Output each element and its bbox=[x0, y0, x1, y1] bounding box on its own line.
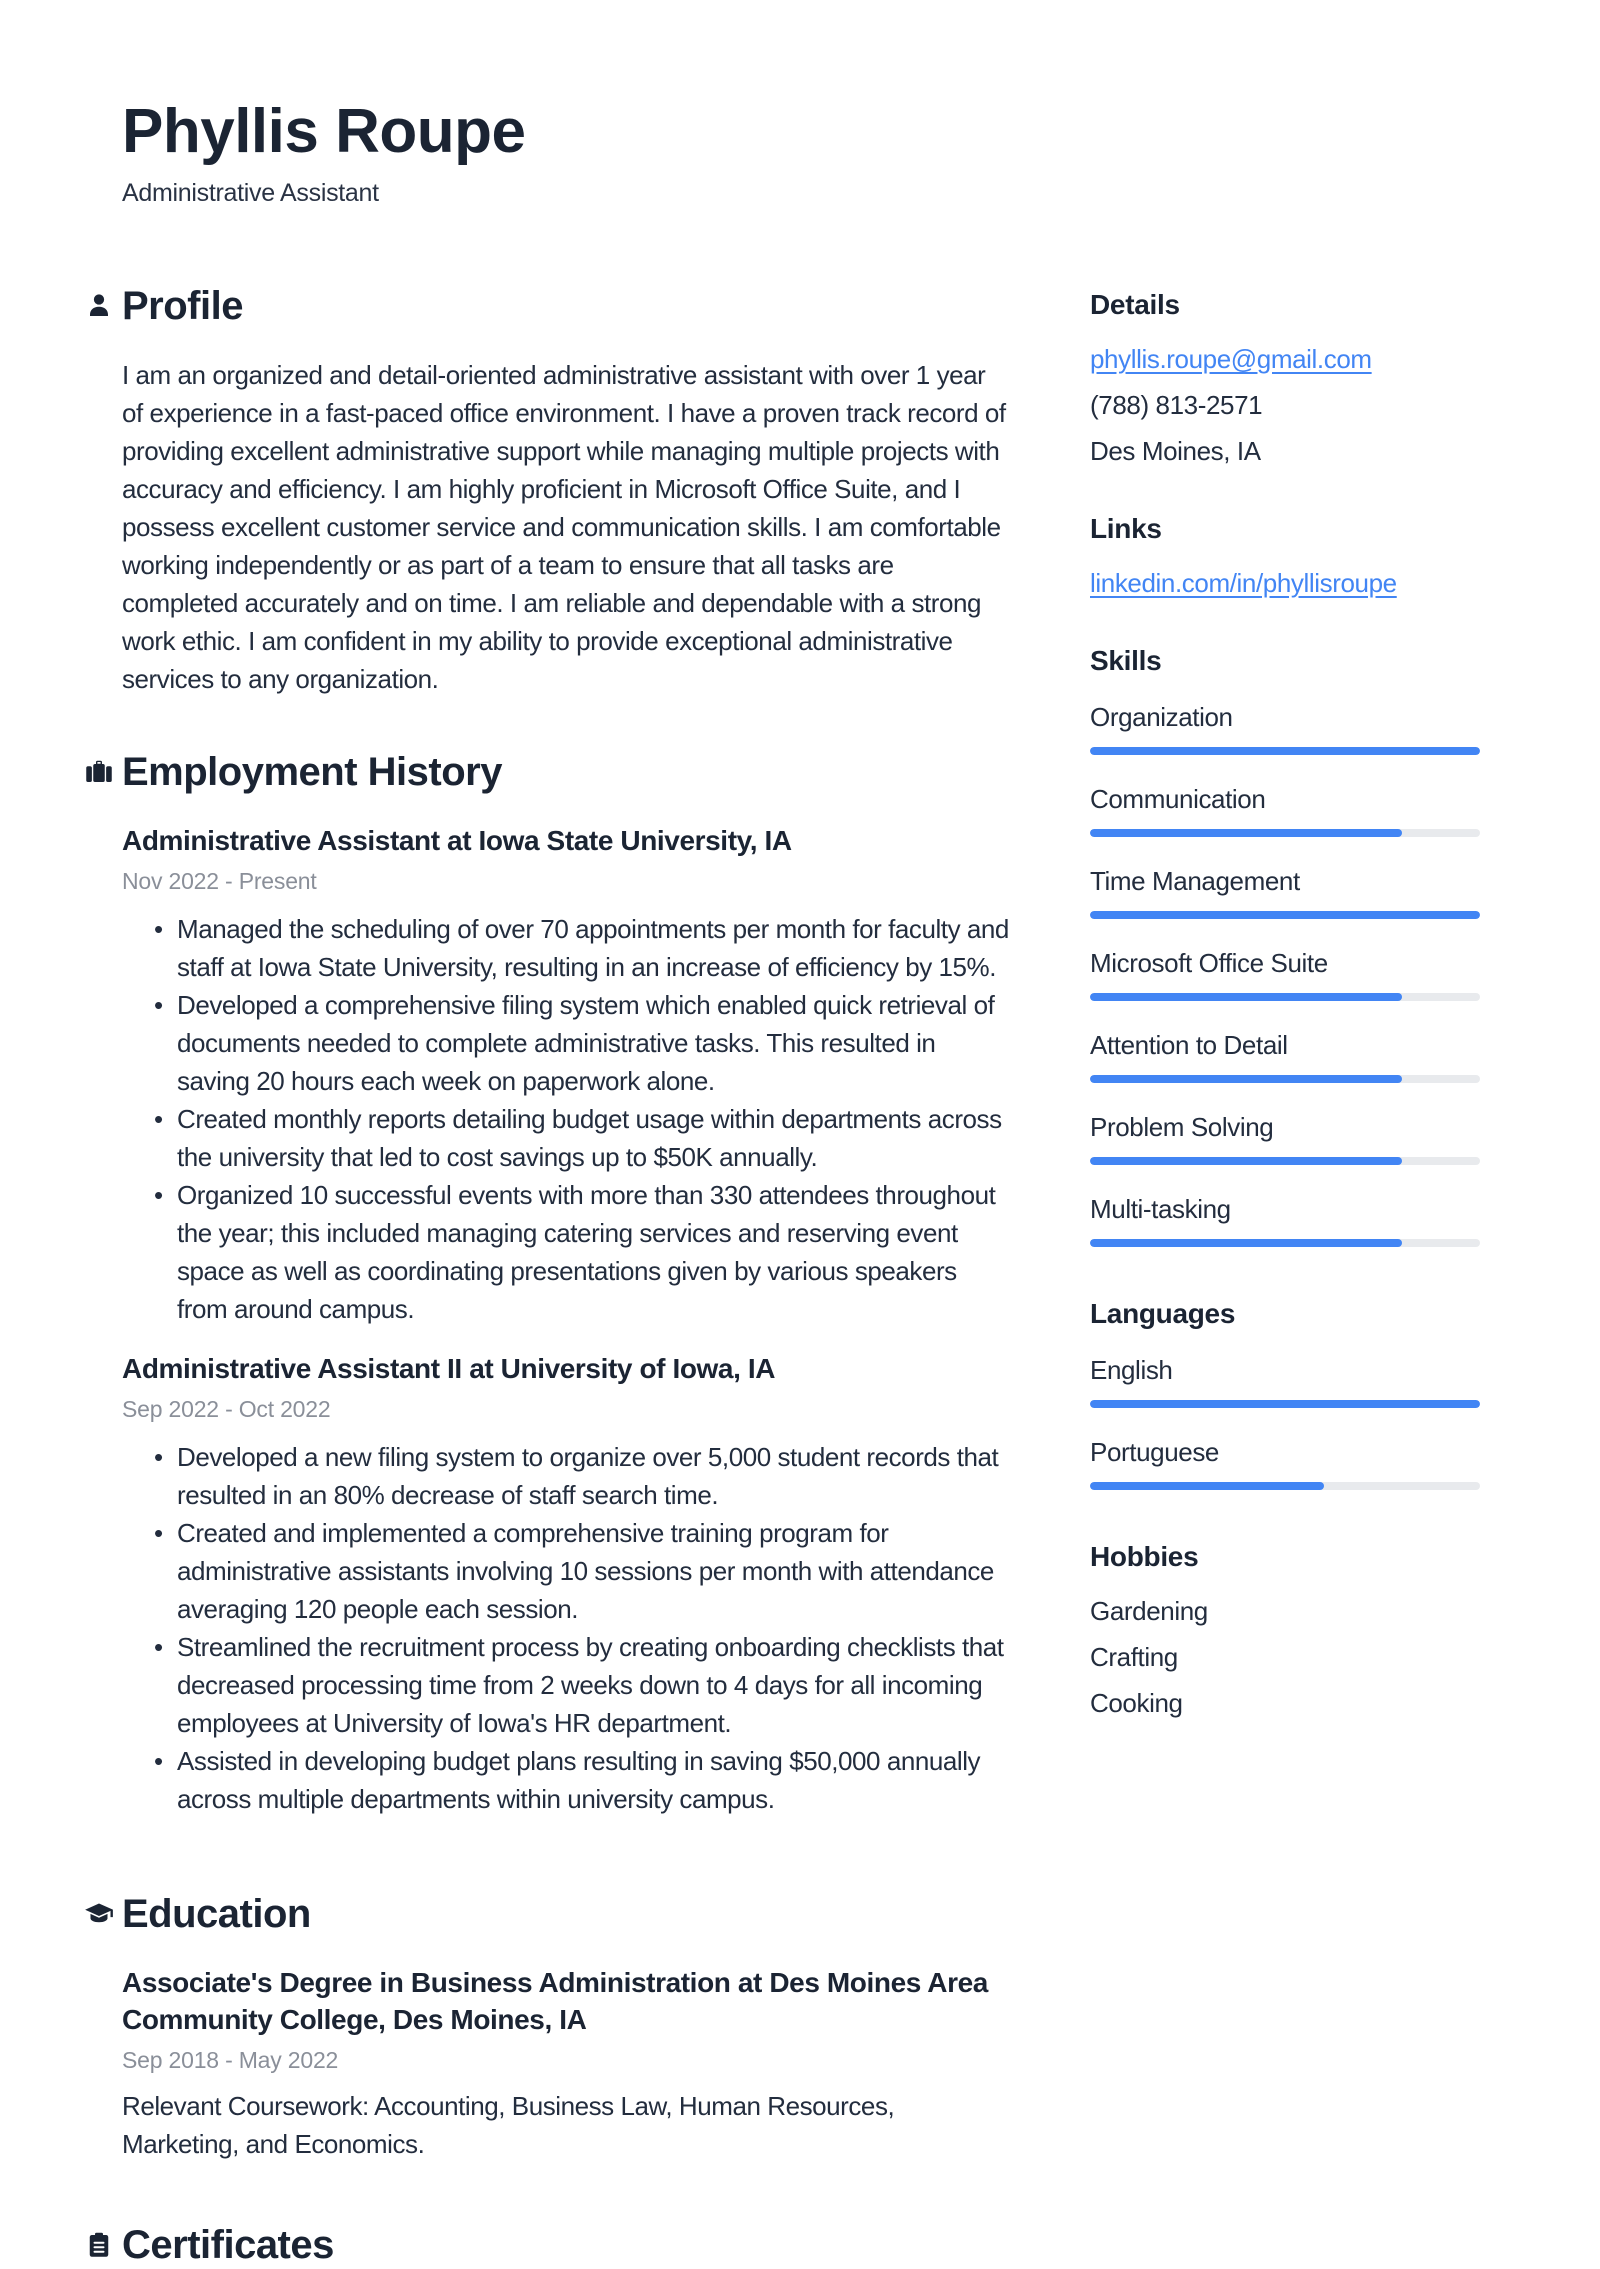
profile-section bbox=[122, 282, 1010, 698]
education-entry bbox=[122, 1964, 1010, 2163]
skill-row bbox=[1090, 700, 1480, 755]
job-bullet: • Assisted in developing budget plans resulting in saving $50,000 annually across multiple departments within university campus. bbox=[122, 1742, 1010, 1818]
links-section bbox=[1090, 512, 1480, 606]
skill-bar-fill bbox=[1090, 1239, 1402, 1247]
link-row bbox=[1090, 560, 1480, 606]
profile-heading bbox=[122, 282, 1010, 330]
skill-label: Organization bbox=[1090, 702, 1233, 732]
candidate-title: Administrative Assistant bbox=[122, 179, 379, 208]
skill-bar-track bbox=[1090, 1239, 1480, 1247]
employment-heading bbox=[122, 748, 1010, 796]
language-bar-fill bbox=[1090, 1400, 1480, 1408]
resume-header bbox=[122, 98, 1010, 208]
profile-heading-label: Profile bbox=[122, 284, 243, 329]
education-dates: Sep 2018 - May 2022 bbox=[122, 2047, 339, 2074]
employment-heading-label: Employment History bbox=[122, 750, 502, 795]
clipboard-icon bbox=[84, 2230, 114, 2260]
external-link[interactable]: linkedin.com/in/phyllisroupe bbox=[1090, 568, 1397, 598]
language-label: English bbox=[1090, 1355, 1173, 1385]
hobby-item: Cooking bbox=[1090, 1688, 1183, 1718]
links-heading: Links bbox=[1090, 513, 1162, 544]
job-bullet: • Managed the scheduling of over 70 appointments per month for faculty and staff at Iowa State University, resulting in an increase of efficiency by 15%. bbox=[122, 910, 1010, 986]
hobbies-section bbox=[1090, 1540, 1480, 1726]
skill-label: Attention to Detail bbox=[1090, 1030, 1288, 1060]
job-dates: Nov 2022 - Present bbox=[122, 868, 317, 895]
languages-heading: Languages bbox=[1090, 1298, 1236, 1329]
job-bullet: • Developed a comprehensive filing system which enabled quick retrieval of documents needed to complete administrative tasks. This resulted in saving 20 hours each week on paperwork alone. bbox=[122, 986, 1010, 1100]
skill-row bbox=[1090, 1028, 1480, 1083]
hobby-item: Gardening bbox=[1090, 1596, 1208, 1626]
job-bullet: • Developed a new filing system to organize over 5,000 student records that resulted in an 80% decrease of staff search time. bbox=[122, 1438, 1010, 1514]
phone-number: (788) 813-2571 bbox=[1090, 390, 1263, 420]
job-bullet: • Organized 10 successful events with more than 330 attendees throughout the year; this included managing catering services and reserving event space as well as coordinating presentations given by various speakers from around campus. bbox=[122, 1176, 1010, 1328]
email-link[interactable]: phyllis.roupe@gmail.com bbox=[1090, 344, 1372, 374]
sidebar bbox=[1090, 98, 1480, 2261]
degree-title: Associate's Degree in Business Administration at Des Moines Area Community College, Des Moines, IA bbox=[122, 1967, 988, 2036]
education-description: Relevant Coursework: Accounting, Business Law, Human Resources, Marketing, and Economics. bbox=[122, 2091, 895, 2160]
skill-bar-fill bbox=[1090, 1157, 1402, 1165]
graduation-cap-icon bbox=[84, 1899, 114, 1929]
candidate-name: Phyllis Roupe bbox=[122, 97, 526, 166]
skill-label: Problem Solving bbox=[1090, 1112, 1274, 1142]
location: Des Moines, IA bbox=[1090, 436, 1261, 466]
language-bar-track bbox=[1090, 1400, 1480, 1408]
certificates-heading-label: Certificates bbox=[122, 2223, 334, 2268]
job-entry bbox=[122, 1350, 1010, 1818]
skill-row bbox=[1090, 1192, 1480, 1247]
skill-row bbox=[1090, 946, 1480, 1001]
language-row bbox=[1090, 1353, 1480, 1408]
skill-label: Communication bbox=[1090, 784, 1266, 814]
skill-bar-track bbox=[1090, 911, 1480, 919]
language-bar-fill bbox=[1090, 1482, 1324, 1490]
email-row bbox=[1090, 336, 1480, 382]
skill-label: Multi-tasking bbox=[1090, 1194, 1231, 1224]
education-heading bbox=[122, 1890, 1010, 1938]
hobby-item: Crafting bbox=[1090, 1642, 1178, 1672]
skill-label: Time Management bbox=[1090, 866, 1300, 896]
skill-bar-fill bbox=[1090, 747, 1480, 755]
education-heading-label: Education bbox=[122, 1892, 311, 1937]
skill-bar-track bbox=[1090, 829, 1480, 837]
hobbies-heading: Hobbies bbox=[1090, 1541, 1199, 1572]
job-entry bbox=[122, 822, 1010, 1328]
briefcase-icon bbox=[84, 757, 114, 787]
skill-bar-track bbox=[1090, 1075, 1480, 1083]
skill-row bbox=[1090, 864, 1480, 919]
job-title: Administrative Assistant at Iowa State University, IA bbox=[122, 825, 792, 857]
job-bullet: • Created monthly reports detailing budget usage within departments across the university that led to cost savings up to $50K annually. bbox=[122, 1100, 1010, 1176]
language-label: Portuguese bbox=[1090, 1437, 1219, 1467]
skill-bar-track bbox=[1090, 1157, 1480, 1165]
skill-bar-fill bbox=[1090, 1075, 1402, 1083]
skill-bar-fill bbox=[1090, 911, 1480, 919]
skill-row bbox=[1090, 782, 1480, 837]
profile-text: I am an organized and detail-oriented administrative assistant with over 1 year of experience in a fast-paced office environment. I have a proven track record of providing excellent administrative support while managing multiple projects with accuracy and efficiency. I am highly proficient in Microsoft Office Suite, and I possess excellent customer service and communication skills. I am comfortable working independently or as part of a team to ensure that all tasks are completed accurately and on time. I am reliable and dependable with a strong work ethic. I am confident in my ability to provide exceptional administrative services to any organization. bbox=[122, 360, 1006, 695]
skill-bar-fill bbox=[1090, 829, 1402, 837]
details-section bbox=[1090, 288, 1480, 474]
education-section bbox=[122, 1890, 1010, 2163]
skill-label: Microsoft Office Suite bbox=[1090, 948, 1328, 978]
job-bullet: • Created and implemented a comprehensive training program for administrative assistants involving 10 sessions per month with attendance averaging 120 people each session. bbox=[122, 1514, 1010, 1628]
skill-bar-track bbox=[1090, 993, 1480, 1001]
skill-bar-fill bbox=[1090, 993, 1402, 1001]
job-bullet-list bbox=[122, 1438, 1010, 1818]
languages-section bbox=[1090, 1297, 1480, 1490]
job-title: Administrative Assistant II at University of Iowa, IA bbox=[122, 1353, 776, 1385]
skills-section bbox=[1090, 644, 1480, 1247]
job-dates: Sep 2022 - Oct 2022 bbox=[122, 1396, 331, 1423]
job-bullet-list bbox=[122, 910, 1010, 1328]
certificates-section bbox=[122, 2221, 1010, 2269]
skills-heading: Skills bbox=[1090, 645, 1162, 676]
person-icon bbox=[84, 291, 114, 321]
certificates-heading bbox=[122, 2221, 1010, 2269]
skill-bar-track bbox=[1090, 747, 1480, 755]
language-row bbox=[1090, 1435, 1480, 1490]
job-bullet: • Streamlined the recruitment process by creating onboarding checklists that decreased processing time from 2 weeks down to 4 days for all incoming employees at University of Iowa's HR department. bbox=[122, 1628, 1010, 1742]
skill-row bbox=[1090, 1110, 1480, 1165]
employment-section bbox=[122, 748, 1010, 1818]
details-heading: Details bbox=[1090, 289, 1180, 320]
main-column bbox=[122, 97, 1010, 2268]
language-bar-track bbox=[1090, 1482, 1480, 1490]
